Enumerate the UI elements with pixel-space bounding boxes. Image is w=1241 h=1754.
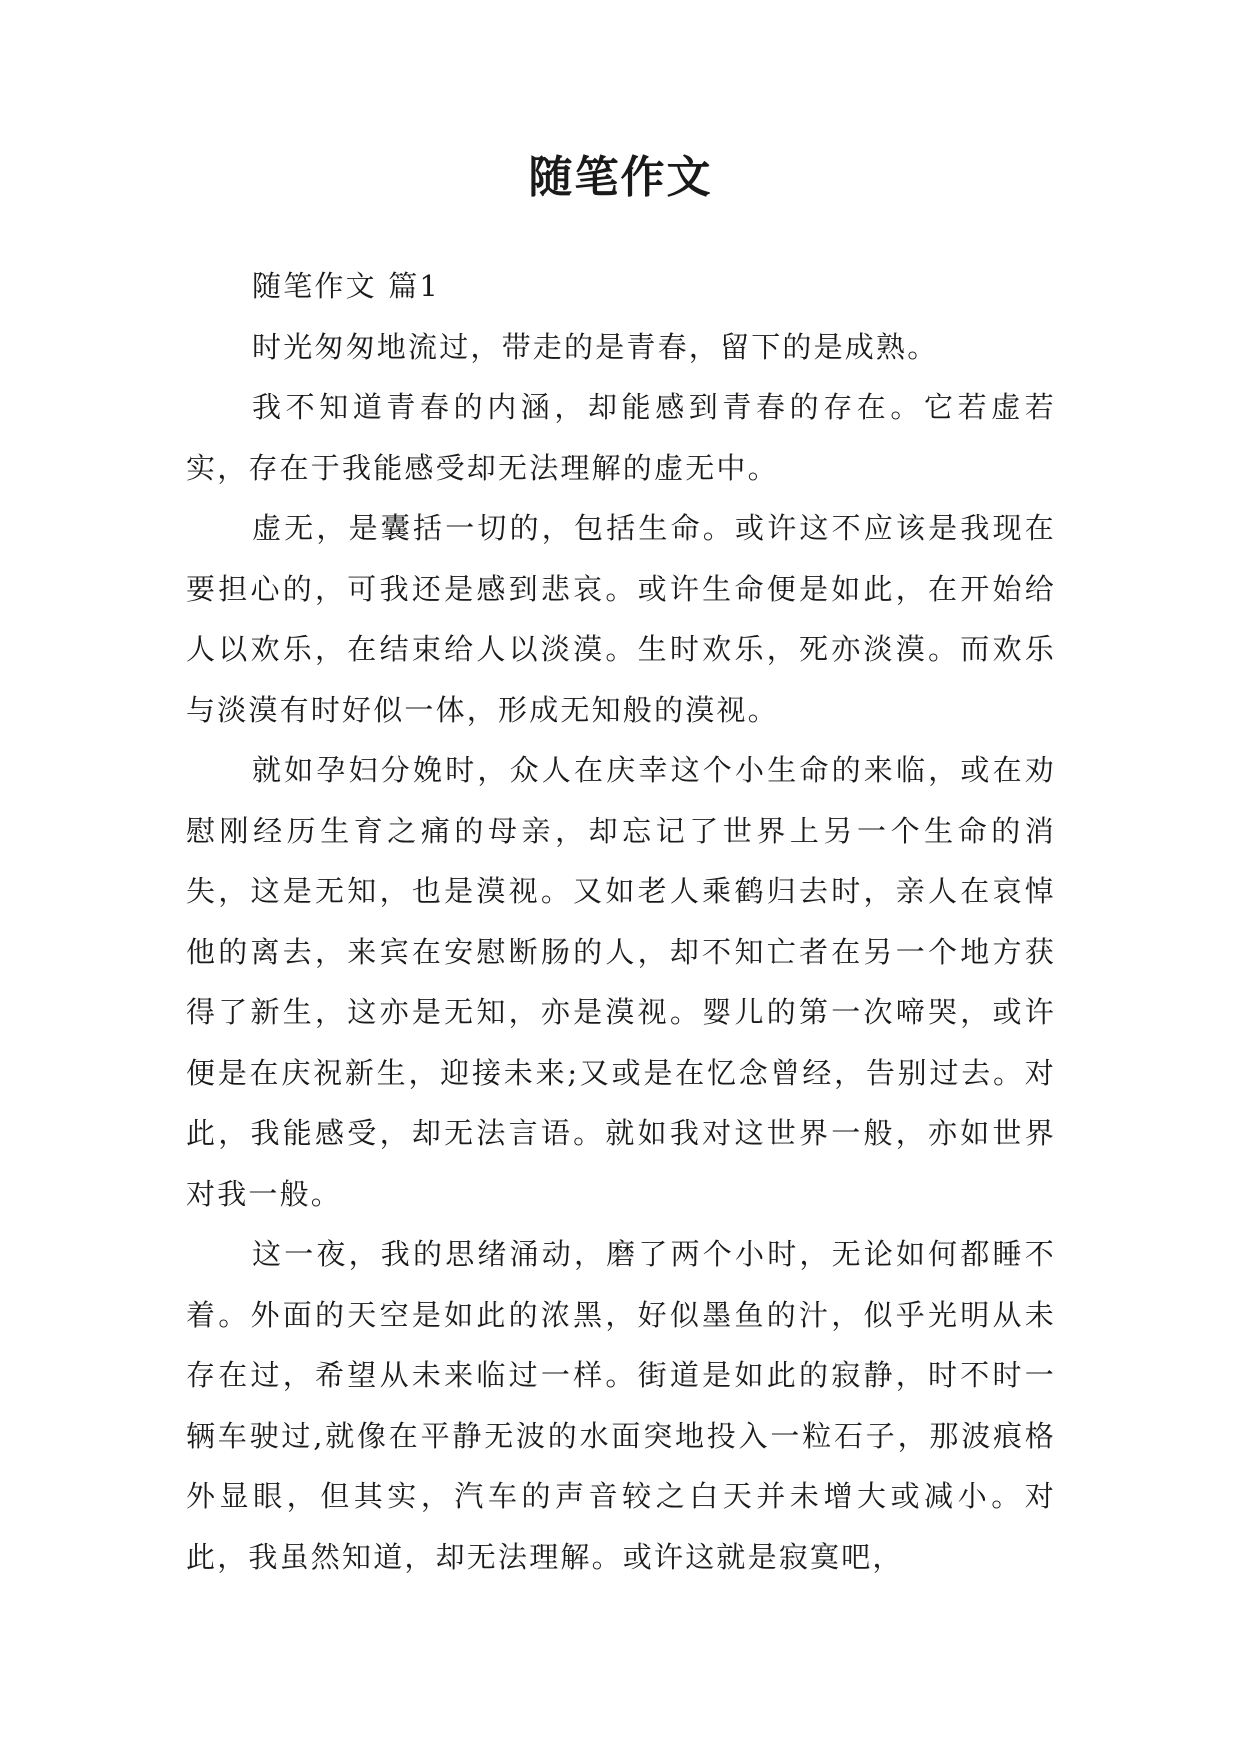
paragraph: 我不知道青春的内涵，却能感到青春的存在。它若虚若实，存在于我能感受却无法理解的虚无中。: [186, 390, 1056, 485]
document-body: [186, 256, 1056, 1587]
paragraph: 虚无，是囊括一切的，包括生命。或许这不应该是我现在要担心的，可我还是感到悲哀。或许生命便是如此，在开始给人以欢乐，在结束给人以淡漠。生时欢乐，死亦淡漠。而欢乐与淡漠有时好似一体，形成无知般的漠视。: [186, 511, 1056, 727]
document-title: 随笔作文: [528, 152, 713, 203]
paragraph: 时光匆匆地流过，带走的是青春，留下的是成熟。: [252, 329, 939, 364]
paragraph: 就如孕妇分娩时，众人在庆幸这个小生命的来临，或在劝慰刚经历生育之痛的母亲，却忘记了世界上另一个生命的消失，这是无知，也是漠视。又如老人乘鹤归去时，亲人在哀悼他的离去，来宾在安慰断肠的人，却不知亡者在另一个地方获得了新生，这亦是无知，亦是漠视。婴儿的第一次啼哭，或许便是在庆祝新生，迎接未来;又或是在忆念曾经，告别过去。对此，我能感受，却无法言语。就如我对这世界一般，亦如世界对我一般。: [186, 753, 1056, 1211]
paragraph: 这一夜，我的思绪涌动，磨了两个小时，无论如何都睡不着。外面的天空是如此的浓黑，好似墨鱼的汁，似乎光明从未存在过，希望从未来临过一样。街道是如此的寂静，时不时一辆车驶过,就像在平静无波的水面突地投入一粒石子，那波痕格外显眼，但其实，汽车的声音较之白天并未增大或减小。对此，我虽然知道，却无法理解。或许这就是寂寞吧，: [186, 1237, 1056, 1574]
section-heading: 随笔作文 篇1: [252, 269, 441, 303]
